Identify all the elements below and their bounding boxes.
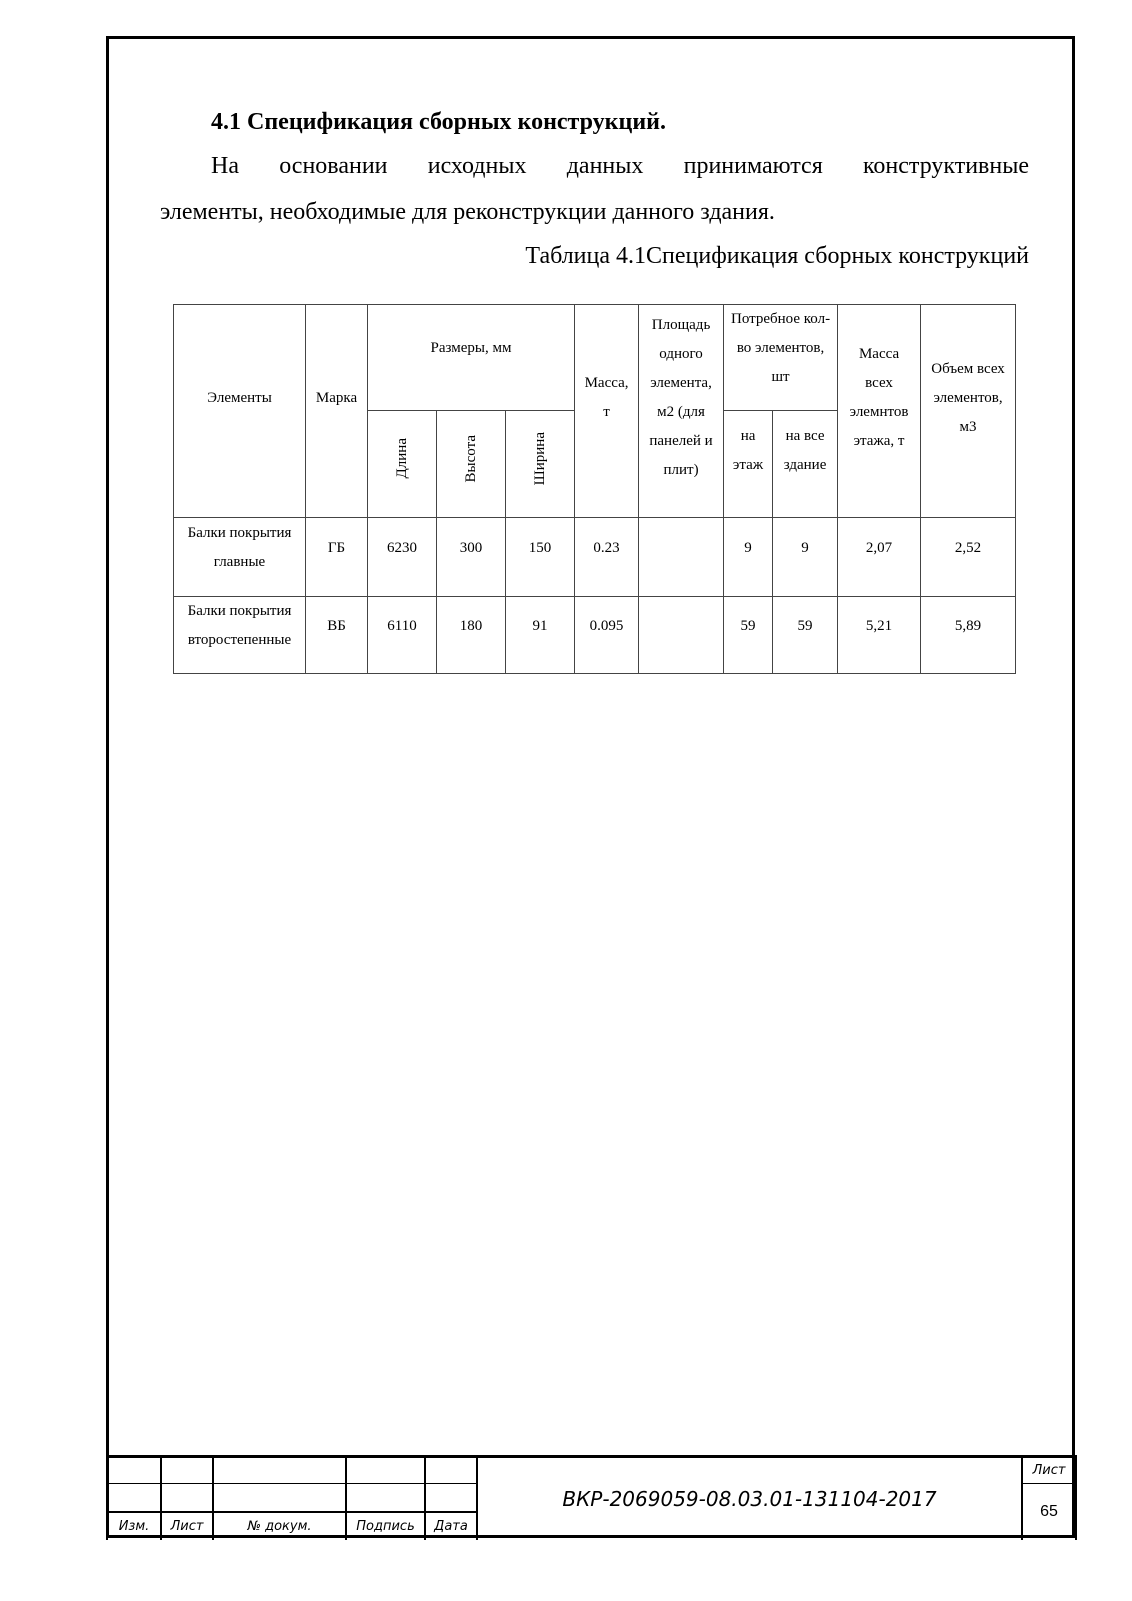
header-dimensions: Размеры, мм (368, 305, 575, 411)
stamp-empty-cell (213, 1457, 346, 1484)
header-total-mass: Масса всех элемнтов этажа, т (838, 305, 921, 518)
stamp-empty-cell (425, 1484, 477, 1512)
header-length: Длина (394, 438, 410, 479)
header-whole-building: на все здание (773, 411, 838, 518)
cell-total-mass: 2,07 (838, 518, 921, 597)
cell-total-volume: 5,89 (921, 597, 1016, 674)
cell-total-mass: 5,21 (838, 597, 921, 674)
stamp-empty-cell (107, 1484, 161, 1512)
cell-mark: ВБ (306, 597, 368, 674)
cell-height: 180 (437, 597, 506, 674)
cell-whole-building: 59 (773, 597, 838, 674)
cell-width: 150 (506, 518, 575, 597)
cell-total-volume: 2,52 (921, 518, 1016, 597)
label-sheet: Лист (161, 1512, 213, 1540)
stamp-empty-cell (213, 1484, 346, 1512)
header-mass: Масса, т (575, 305, 639, 518)
cell-element: Балки покрытия второстепенные (174, 597, 306, 674)
label-date: Дата (425, 1512, 477, 1540)
header-elements: Элементы (174, 305, 306, 518)
header-area: Площадь одного элемента, м2 (для панелей и плит) (639, 305, 724, 518)
label-doc-number: № докум. (213, 1512, 346, 1540)
header-width-cell (506, 411, 575, 518)
table-row (174, 518, 1016, 597)
header-height-cell (437, 411, 506, 518)
cell-per-floor: 59 (724, 597, 773, 674)
header-total-volume: Объем всех элементов, м3 (921, 305, 1016, 518)
cell-length: 6110 (368, 597, 437, 674)
paragraph-line-2: элементы, необходимые для реконструкции данного здания. (160, 199, 775, 225)
table-caption: Таблица 4.1Спецификация сборных конструкций (525, 243, 1029, 269)
cell-element: Балки покрытия главные (174, 518, 306, 597)
header-per-floor: на этаж (724, 411, 773, 518)
header-required-quantity: Потребное кол-во элементов, шт (724, 305, 838, 411)
paragraph-line-1: На основании исходных данных принимаются конструктивные (211, 153, 1029, 179)
header-length-cell (368, 411, 437, 518)
cell-whole-building: 9 (773, 518, 838, 597)
document-code: ВКР-2069059-08.03.01-131104-2017 (477, 1457, 1022, 1540)
specification-table (173, 304, 1016, 674)
label-signature: Подпись (346, 1512, 425, 1540)
header-mark: Марка (306, 305, 368, 518)
stamp-empty-cell (425, 1457, 477, 1484)
cell-width: 91 (506, 597, 575, 674)
cell-area-empty (639, 518, 724, 597)
cell-per-floor: 9 (724, 518, 773, 597)
stamp-empty-cell (346, 1484, 425, 1512)
section-heading: 4.1 Спецификация сборных конструкций. (211, 109, 666, 135)
title-block (106, 1455, 1077, 1540)
table-header-row (174, 305, 1016, 411)
title-block-row (107, 1457, 1076, 1484)
cell-area-empty (639, 597, 724, 674)
cell-length: 6230 (368, 518, 437, 597)
label-change: Изм. (107, 1512, 161, 1540)
table-row (174, 597, 1016, 674)
sheet-number: 65 (1022, 1484, 1076, 1540)
stamp-empty-cell (346, 1457, 425, 1484)
cell-mass: 0.23 (575, 518, 639, 597)
cell-mark: ГБ (306, 518, 368, 597)
cell-mass: 0.095 (575, 597, 639, 674)
header-width: Ширина (532, 431, 549, 486)
cell-height: 300 (437, 518, 506, 597)
header-height: Высота (463, 434, 479, 483)
sheet-label: Лист (1022, 1457, 1076, 1484)
stamp-empty-cell (161, 1457, 213, 1484)
stamp-empty-cell (161, 1484, 213, 1512)
stamp-empty-cell (107, 1457, 161, 1484)
